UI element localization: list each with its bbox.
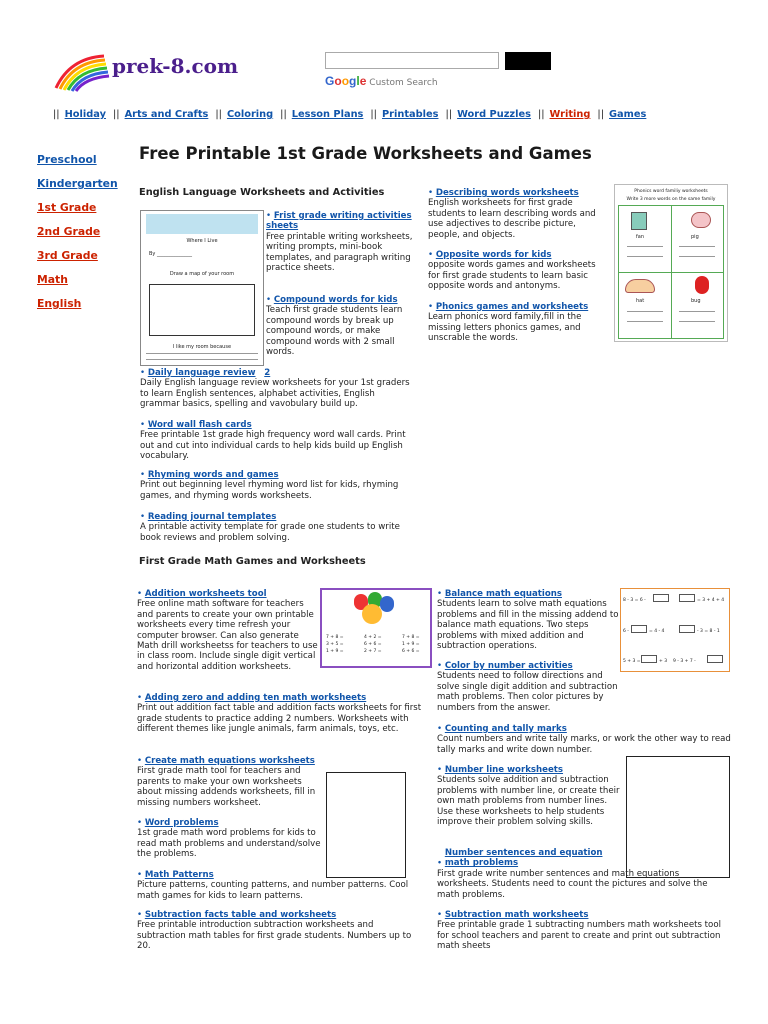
item-link[interactable]: Addition worksheets tool [144, 589, 267, 599]
nav-link-word-puzzles[interactable]: Word Puzzles [457, 109, 531, 120]
ladybug-icon [695, 276, 709, 294]
answer-line [627, 246, 663, 247]
answer-line [627, 321, 663, 322]
item-desc: Free online math software for teachers and parents to create your own printable worksheets every time refresh your computer browser. Can also generate Math drill worksheetss for teachers to use in class room. Include single digit vertical and horizontal addition worksheets. [137, 599, 318, 672]
bullet: • [437, 724, 443, 734]
item-desc: Students solve addition and subtraction problems with number line, or create their own math problems from number lines. Use these worksheets to help students improve their problem solving skills. [437, 775, 620, 828]
answer-line [679, 311, 715, 312]
bullet: • [140, 420, 146, 430]
bullet: • [428, 302, 434, 312]
blank-box [679, 625, 695, 633]
bullet: • [137, 589, 143, 599]
answer-line [627, 311, 663, 312]
nav-separator: || [445, 109, 453, 120]
bullet: • [137, 910, 143, 920]
thumb-caption: Draw a map of your room [169, 271, 235, 277]
balloon-icon [380, 596, 394, 612]
english-item [428, 250, 608, 292]
equation-text: 5 + 3 = [623, 659, 641, 664]
math-item [437, 765, 621, 827]
equation-text: 6 - [623, 629, 629, 634]
item-link[interactable]: Color by number activities [444, 661, 573, 671]
item-desc: First grade math tool for teachers and parents to make your own worksheets about missing addends worksheets, fill in missing numbers worksheet. [137, 766, 316, 808]
bullet: • [140, 470, 146, 480]
writing-worksheet-thumbnail[interactable] [140, 210, 264, 366]
bullet: • [266, 295, 272, 305]
equation-text: = 3 + 4 + 4 [697, 598, 725, 603]
item-desc: Free printable introduction subtraction worksheets and subtraction math tables for first grade students. Numbers up to 20. [137, 920, 412, 952]
english-item [140, 368, 412, 410]
equation-col [402, 634, 420, 655]
item-link[interactable]: Compound words for kids [273, 295, 398, 305]
item-link[interactable]: Counting and tally marks [444, 724, 567, 734]
bullet: • [437, 661, 443, 671]
pig-icon [691, 212, 711, 228]
bullet: • [437, 765, 443, 775]
item-link[interactable]: Word problems [144, 818, 219, 828]
equation-text: 9 - 3 + 7 - [673, 659, 696, 664]
nav-separator: || [370, 109, 377, 120]
equation-col [364, 634, 382, 655]
item-link[interactable]: Word wall flash cards [147, 420, 252, 430]
equation-text: 8 - 3 = 6 - [623, 598, 646, 603]
math-item [137, 589, 321, 672]
sidebar-link-english[interactable]: English [37, 297, 82, 310]
item-link[interactable]: Phonics games and worksheets [435, 302, 589, 312]
sidebar-link-kindergarten[interactable]: Kindergarten [37, 177, 118, 190]
writing-line [146, 359, 258, 360]
item-desc: Learn phonics word family,fill in the missing letters phonics games, and unscrable the words. [428, 312, 582, 344]
page-title: Free Printable 1st Grade Worksheets and Games [139, 144, 592, 163]
nav-link-coloring[interactable]: Coloring [226, 109, 274, 120]
answer-line [679, 246, 715, 247]
addition-worksheet-thumbnail[interactable] [320, 588, 432, 668]
nav-link-games[interactable]: Games [609, 109, 647, 120]
phonics-worksheet-thumbnail[interactable] [614, 184, 728, 342]
item-desc: Count numbers and write tally marks, or work the other way to read tally marks and write down number. [437, 734, 731, 755]
item-desc: 1st grade math word problems for kids to read math problems and understand/solve the problems. [137, 828, 321, 860]
item-link[interactable]: Balance math equations [444, 589, 562, 599]
bullet: • [266, 211, 272, 221]
item-link[interactable]: Daily language review [147, 368, 256, 378]
equation-col [326, 634, 344, 655]
blank-box [679, 594, 695, 602]
item-link[interactable]: Rhyming words and games [147, 470, 279, 480]
item-desc: A printable activity template for grade one students to write book reviews and problem solving. [140, 522, 400, 543]
nav-separator: || [280, 109, 287, 120]
item-desc: English worksheets for first grade students to learn describing words and use adjectives to describe picture, people, and objects. [428, 198, 596, 240]
item-link[interactable]: Adding zero and adding ten math worksheets [144, 693, 367, 703]
equation-text: - 3 = 8 - 1 [697, 629, 720, 634]
math-item [437, 910, 731, 952]
phonics-grid [618, 205, 724, 339]
grid-divider [619, 272, 723, 273]
bullet: • [437, 589, 443, 599]
sidebar-link-3rd-grade[interactable]: 3rd Grade [37, 249, 98, 262]
item-desc: Print out beginning level rhyming word list for kids, rhyming games, and rhyming words worksheets. [140, 480, 399, 501]
google-logo-text: Google [325, 74, 367, 88]
equation-text: 7 + 8 = [402, 635, 420, 640]
bullet: • [137, 818, 143, 828]
item-link[interactable]: Number sentences and equation math problems [444, 848, 603, 869]
item-link[interactable]: Subtraction math worksheets [444, 910, 589, 920]
clown-icon [362, 604, 382, 624]
nav-link-printables[interactable]: Printables [381, 109, 439, 120]
item-extra-link[interactable]: 2 [264, 368, 271, 378]
nav-separator: || [53, 109, 60, 120]
phonics-thumb-title: Phonics word familiy worksheets [634, 189, 708, 194]
item-link[interactable]: Math Patterns [144, 870, 214, 880]
phonics-word: fan [636, 234, 644, 240]
top-nav [50, 108, 650, 122]
custom-search-label: Custom Search [369, 78, 438, 88]
item-desc: Picture patterns, counting patterns, and number patterns. Cool math games for kids to learn patterns. [137, 880, 409, 901]
answer-line [679, 256, 715, 257]
create-equations-thumbnail[interactable] [326, 772, 406, 878]
english-item [266, 211, 414, 273]
equation-text: 2 + 7 = [364, 649, 382, 654]
sidebar-link-math[interactable]: Math [37, 273, 68, 286]
math-section-heading: First Grade Math Games and Worksheets [139, 556, 366, 567]
item-desc: opposite words games and worksheets for first grade students to learn basic opposite words and antonyms. [428, 260, 596, 292]
english-item [140, 420, 412, 462]
nav-separator: || [597, 109, 605, 120]
math-item [137, 870, 423, 901]
blank-box [641, 655, 657, 663]
nav-separator: || [112, 109, 120, 120]
equation-text: = 4 - 4 [649, 629, 665, 634]
answer-line [679, 321, 715, 322]
english-item [140, 470, 412, 501]
nav-separator: || [537, 109, 545, 120]
blank-box [707, 655, 723, 663]
item-desc: Print out addition fact table and addition facts worksheets for first grade students to practice adding 2 numbers. Worksheets with different themes like jungle animals, farm animals, toys, etc. [137, 703, 422, 735]
equation-text: 6 + 6 = [402, 649, 420, 654]
item-desc: Free printable grade 1 subtracting numbers math worksheets tool for school teachers and parent to create and print out subtraction math sheets [437, 920, 721, 952]
bullet: • [140, 368, 146, 378]
search-input[interactable] [325, 52, 499, 69]
sidebar-link-2nd-grade[interactable]: 2nd Grade [37, 225, 101, 238]
nav-separator: || [215, 109, 222, 120]
item-desc: Students need to follow directions and solve single digit addition and subtraction math problems. Then color pictures by numbers from the answer. [437, 671, 618, 713]
nav-link-arts-and-crafts[interactable]: Arts and Crafts [124, 109, 209, 120]
equation-text: 1 + 9 = [326, 649, 344, 654]
google-custom-search-label [325, 75, 438, 89]
item-link[interactable]: Frist grade writing activities sheets [266, 211, 412, 232]
map-image [146, 214, 258, 234]
english-item [428, 188, 608, 240]
phonics-word: pig [691, 234, 699, 240]
equation-text: 4 + 2 = [364, 635, 382, 640]
balance-equations-thumbnail[interactable] [620, 588, 730, 672]
item-desc: Free printable 1st grade high frequency word wall cards. Print out and cut into individual cards to help kids build up English vocabulary. [140, 430, 406, 462]
rainbow-logo-icon [48, 52, 118, 92]
item-desc: Daily English language review worksheets for your 1st graders to learn English sentences, alphabet activities, English grammar basics, spelling and vavobulary build up. [140, 378, 410, 410]
item-desc: Students learn to solve math equations problems and fill in the missing addend to balance math equations. Two steps problems with mixed addition and subtraction operations. [437, 599, 619, 652]
nav-link-holiday[interactable]: Holiday [64, 109, 106, 120]
bullet: • [137, 756, 143, 766]
fan-icon [631, 212, 647, 230]
english-item [266, 295, 414, 357]
drawing-area [149, 284, 255, 336]
item-link[interactable]: Subtraction facts table and worksheets [144, 910, 337, 920]
equation-text: + 3 [659, 659, 668, 664]
logo-text[interactable]: prek-8.com [112, 54, 239, 78]
equation-text: 7 + 8 = [326, 635, 344, 640]
bullet: • [428, 188, 434, 198]
sidebar-link-preschool[interactable]: Preschool [37, 153, 97, 166]
math-item [137, 910, 423, 952]
item-desc: Free printable writing worksheets, writing prompts, mini-book templates, and paragraph writing practice sheets. [266, 231, 413, 274]
math-item [137, 693, 423, 735]
bullet: • [428, 250, 434, 260]
sidebar-link-1st-grade[interactable]: 1st Grade [37, 201, 97, 214]
thumb-by-label: By ______________ [149, 251, 192, 257]
phonics-thumb-subtitle: Write 3 more words on the same family [626, 197, 716, 202]
answer-line [627, 256, 663, 257]
english-item [428, 302, 608, 344]
math-item [437, 724, 731, 755]
equation-text: 1 + 9 = [402, 642, 420, 647]
bullet: • [137, 870, 143, 880]
phonics-word: hat [636, 298, 645, 304]
thumb-title: Where I Live [186, 238, 218, 244]
english-section-heading: English Language Worksheets and Activities [139, 187, 385, 198]
writing-line [146, 353, 258, 354]
hat-icon [625, 279, 655, 293]
math-item [137, 818, 325, 860]
bullet: • [437, 910, 443, 920]
item-link[interactable]: Reading journal templates [147, 512, 277, 522]
equation-text: 6 + 6 = [364, 642, 382, 647]
item-link[interactable]: Describing words worksheets [435, 188, 579, 198]
nav-link-writing[interactable]: Writing [549, 109, 591, 120]
item-link[interactable]: Number line worksheets [444, 765, 564, 775]
nav-link-lesson-plans[interactable]: Lesson Plans [291, 109, 364, 120]
phonics-word: bug [691, 298, 701, 304]
item-link[interactable]: Create math equations worksheets [144, 756, 315, 766]
search-button[interactable] [505, 52, 551, 70]
blank-box [631, 625, 647, 633]
item-desc: First grade write number sentences and math equations worksheets. Students need to count the pictures and solve the math problems. [437, 868, 708, 900]
thumb-footer: I like my room because [172, 344, 232, 350]
item-desc: Teach first grade students learn compound words by break up compound words, or make compound words with 2 small words. [266, 305, 403, 358]
item-link[interactable]: Opposite words for kids [435, 250, 552, 260]
bullet: • [137, 693, 143, 703]
bullet: • [437, 858, 443, 869]
bullet: • [140, 512, 146, 522]
equation-text: 3 + 5 = [326, 642, 344, 647]
sidebar-nav [37, 155, 118, 323]
blank-box [653, 594, 669, 602]
english-item [140, 512, 412, 543]
math-item [437, 589, 619, 651]
math-item [137, 756, 325, 808]
math-item [437, 661, 619, 713]
math-item [437, 848, 731, 900]
